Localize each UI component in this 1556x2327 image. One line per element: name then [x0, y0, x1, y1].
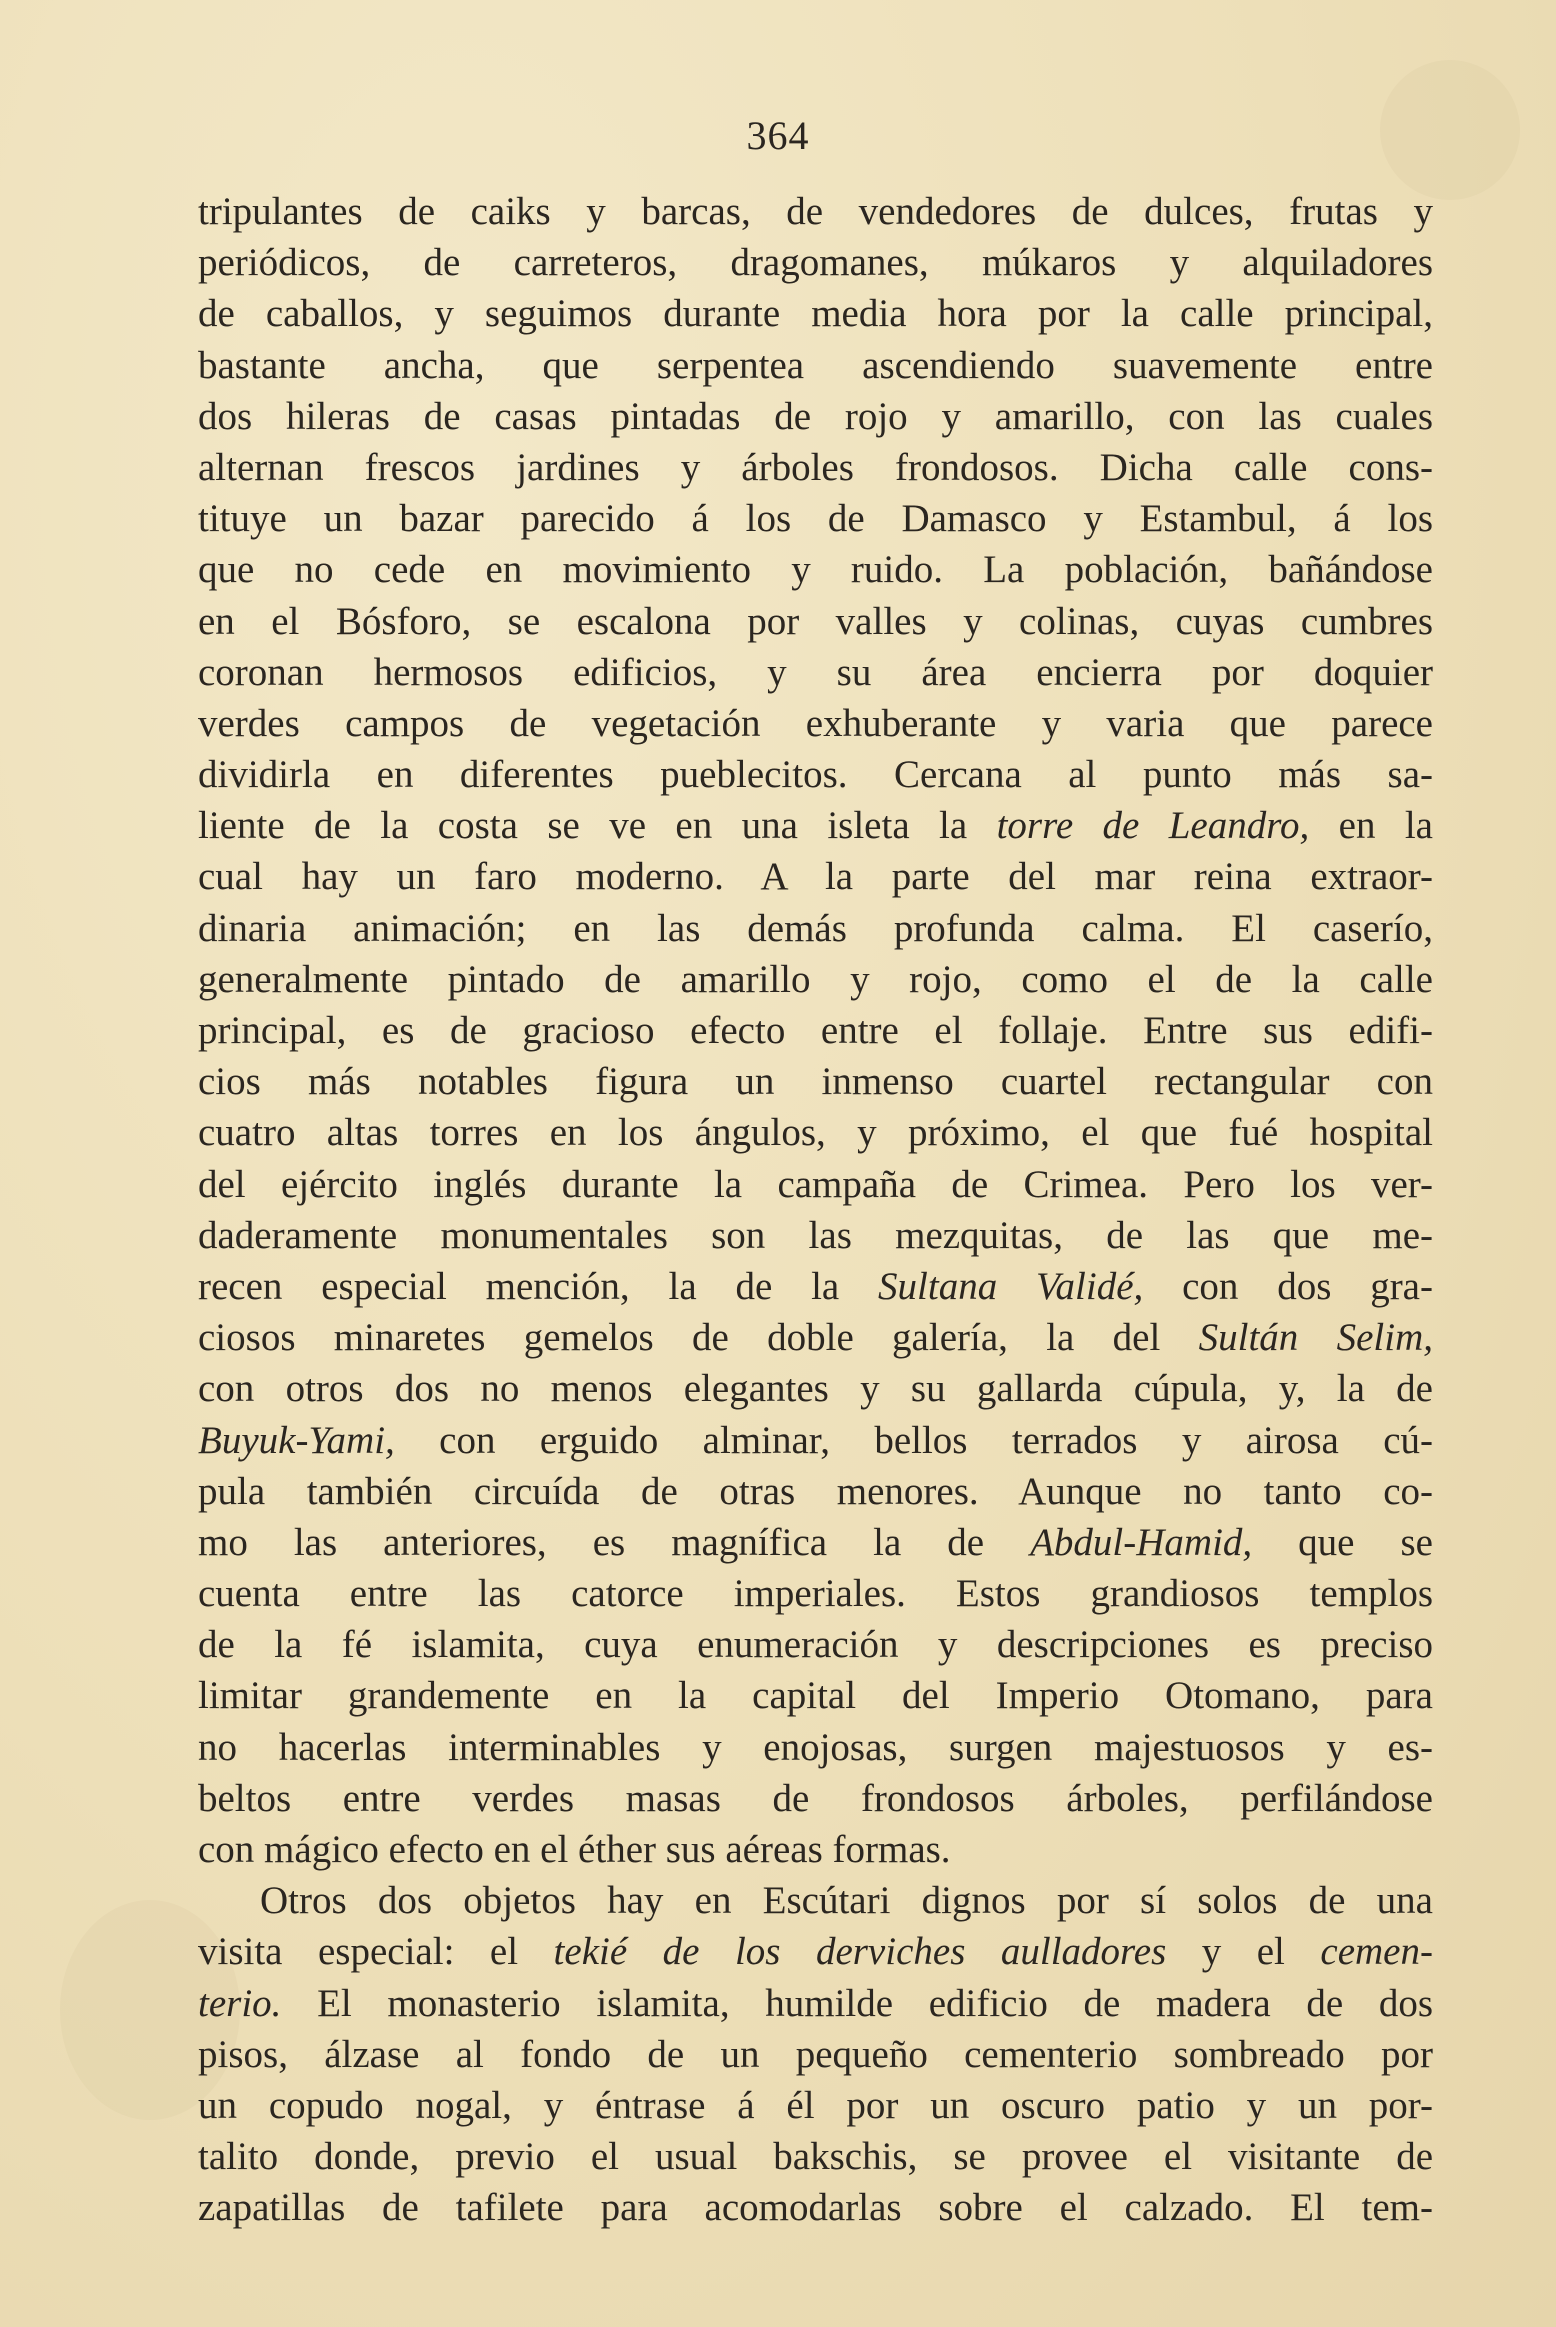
text-line: bastante ancha, que serpentea ascendiendo suavemente entre — [198, 343, 1433, 387]
text-line: limitar grandemente en la capital del Imperio Otomano, para — [198, 1674, 1433, 1718]
text-line: Otros dos objetos hay en Escútari dignos por sí solos de una — [260, 1879, 1433, 1923]
text-line: periódicos, de carreteros, dragomanes, múkaros y alquiladores — [198, 241, 1433, 285]
italic-text: Abdul-Hamid, — [1030, 1520, 1253, 1564]
text-line: cual hay un faro moderno. A la parte del mar reina extraor- — [198, 855, 1433, 899]
text-line: liente de la costa se ve en una isleta la torre de Leandro, en la — [198, 804, 1433, 848]
text-line: generalmente pintado de amarillo y rojo, como el de la calle — [198, 957, 1433, 1001]
text-line: tituye un bazar parecido á los de Damasco y Estambul, á los — [198, 497, 1433, 541]
text-line: visita especial: el tekié de los derviches aulladores y el cemen- — [198, 1930, 1433, 1974]
text-line: principal, es de gracioso efecto entre el follaje. Entre sus edifi- — [198, 1009, 1433, 1052]
italic-text: tekié de los derviches aulladores — [553, 1930, 1167, 1974]
text-line: ciosos minaretes gemelos de doble galería, la del Sultán Selim, — [198, 1316, 1433, 1360]
text-line: coronan hermosos edificios, y su área encierra por doquier — [198, 650, 1433, 694]
text-line: pisos, álzase al fondo de un pequeño cementerio sombreado por — [198, 2032, 1433, 2076]
page-number: 364 — [746, 113, 810, 158]
text-line: no hacerlas interminables y enojosas, surgen majestuosos y es- — [198, 1725, 1433, 1769]
italic-text: Buyuk-Yami, — [198, 1418, 395, 1462]
text-line: pula también circuída de otras menores. Aunque no tanto co- — [198, 1469, 1433, 1513]
italic-text: Sultán Selim, — [1198, 1316, 1433, 1360]
text-line: que no cede en movimiento y ruido. La población, bañándose — [198, 548, 1433, 592]
italic-text: torre de Leandro, — [996, 804, 1310, 848]
text-line: verdes campos de vegetación exhuberante y varia que parece — [198, 701, 1433, 745]
text-line: alternan frescos jardines y árboles frondosos. Dicha calle cons- — [198, 445, 1433, 489]
text-line: con otros dos no menos elegantes y su gallarda cúpula, y, la de — [198, 1367, 1433, 1411]
text-line: cios más notables figura un inmenso cuartel rectangular con — [198, 1060, 1433, 1104]
text-line: terio. El monasterio islamita, humilde edificio de madera de dos — [198, 1981, 1433, 2025]
text-line: cuatro altas torres en los ángulos, y próximo, el que fué hospital — [198, 1111, 1433, 1155]
text-line: Buyuk-Yami, con erguido alminar, bellos terrados y airosa cú- — [198, 1418, 1433, 1462]
body-text — [198, 186, 1433, 2234]
text-line: beltos entre verdes masas de frondosos árboles, perfilándose — [198, 1776, 1433, 1820]
text-line: recen especial mención, la de la Sultana Validé, con dos gra- — [198, 1264, 1433, 1308]
text-line: daderamente monumentales son las mezquitas, de las que me- — [198, 1213, 1433, 1257]
text-line: un copudo nogal, y éntrase á él por un oscuro patio y un por- — [198, 2083, 1433, 2127]
italic-text: terio. — [198, 1981, 282, 2025]
text-line: dinaria animación; en las demás profunda calma. El caserío, — [198, 906, 1433, 950]
text-line: dividirla en diferentes pueblecitos. Cercana al punto más sa- — [198, 753, 1433, 797]
text-line: tripulantes de caiks y barcas, de vendedores de dulces, frutas y — [198, 190, 1433, 233]
text-line: de caballos, y seguimos durante media hora por la calle principal, — [198, 292, 1433, 336]
text-line: con mágico efecto en el éther sus aéreas formas. — [198, 1828, 951, 1871]
text-line: cuenta entre las catorce imperiales. Estos grandiosos templos — [198, 1572, 1433, 1616]
text-line: mo las anteriores, es magnífica la de Abdul-Hamid, que se — [198, 1520, 1433, 1564]
text-line: talito donde, previo el usual bakschis, se provee el visitante de — [198, 2135, 1433, 2179]
text-line: dos hileras de casas pintadas de rojo y amarillo, con las cuales — [198, 394, 1433, 438]
text-line: del ejército inglés durante la campaña de Crimea. Pero los ver- — [198, 1162, 1433, 1206]
italic-text: Sultana Validé, — [878, 1264, 1144, 1308]
italic-text: cemen- — [1320, 1930, 1433, 1974]
text-line: de la fé islamita, cuya enumeración y descripciones es preciso — [198, 1623, 1433, 1667]
text-line: zapatillas de tafilete para acomodarlas sobre el calzado. El tem- — [198, 2186, 1433, 2230]
text-line: en el Bósforo, se escalona por valles y colinas, cuyas cumbres — [198, 599, 1433, 643]
